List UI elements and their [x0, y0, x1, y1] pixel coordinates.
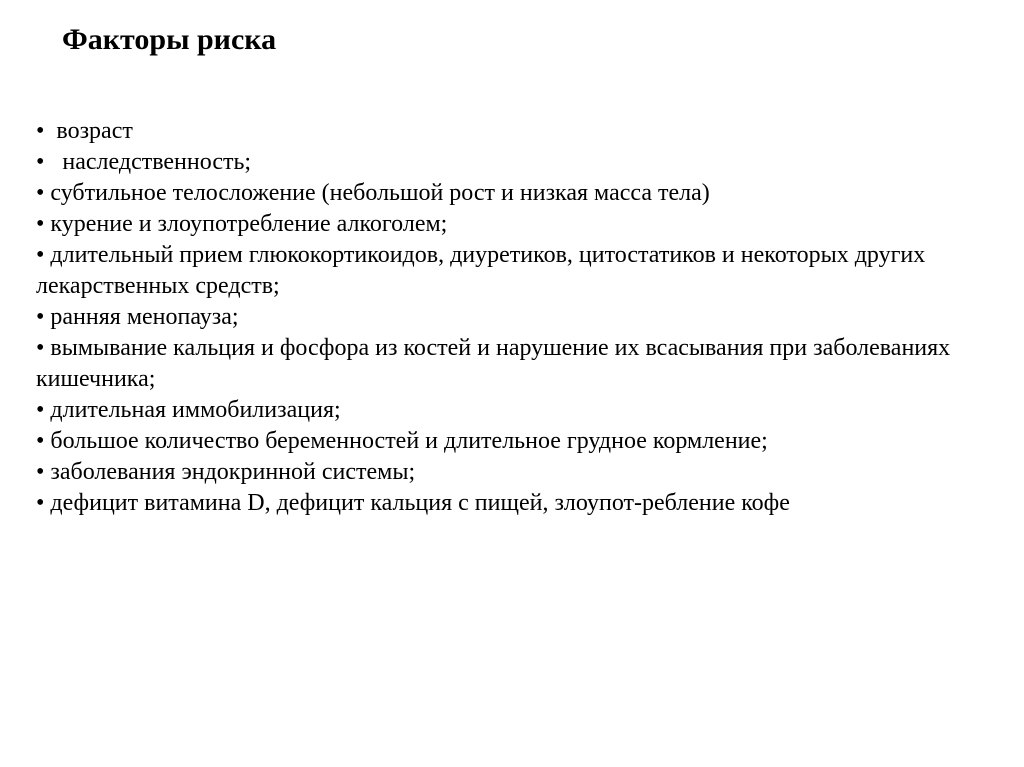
list-item: • ранняя менопауза;	[36, 304, 239, 330]
list-item: • субтильное телосложение (небольшой рост и низкая масса тела)	[36, 180, 710, 206]
list-item: • длительный прием глюкокортикоидов, диуретиков, цитостатиков и некоторых других лекарственных средств;	[36, 242, 926, 299]
slide-title: Факторы риска	[62, 23, 277, 56]
list-item: • большое количество беременностей и длительное грудное кормление;	[36, 428, 768, 454]
list-item: • дефицит витамина D, дефицит кальция с пищей, злоупот-ребление кофе	[36, 490, 790, 516]
list-item: • курение и злоупотребление алкоголем;	[36, 211, 448, 237]
list-item: • возраст	[36, 118, 133, 144]
list-item: • заболевания эндокринной системы;	[36, 459, 416, 485]
list-item: • вымывание кальция и фосфора из костей и нарушение их всасывания при заболеваниях кишечника;	[36, 335, 951, 392]
list-item: • наследственность;	[36, 149, 252, 175]
list-item: • длительная иммобилизация;	[36, 397, 341, 423]
risk-factors-list	[36, 116, 996, 519]
